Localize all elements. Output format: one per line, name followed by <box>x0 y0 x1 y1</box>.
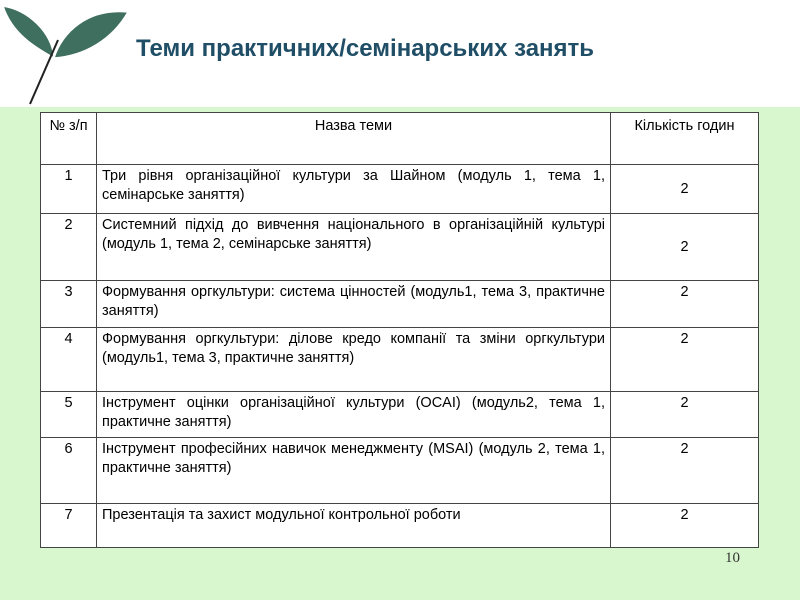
row-number: 4 <box>41 328 97 392</box>
table-row <box>41 392 759 438</box>
row-topic: Формування оргкультури: ділове кредо компанії та зміни оргкультури (модуль1, тема 3, практичне заняття) <box>97 328 611 392</box>
row-topic: Презентація та захист модульної контрольної роботи <box>97 504 611 548</box>
header-number: № з/п <box>41 113 97 165</box>
row-topic: Системний підхід до вивчення національного в організаційній культурі (модуль 1, тема 2, семінарське заняття) <box>97 214 611 281</box>
table-row <box>41 438 759 504</box>
row-topic: Інструмент оцінки організаційної культури (OCAI) (модуль2, тема 1, практичне заняття) <box>97 392 611 438</box>
row-hours: 2 <box>611 392 759 438</box>
row-hours: 2 <box>611 504 759 548</box>
table-row <box>41 281 759 328</box>
table-header-row <box>41 113 759 165</box>
row-number: 3 <box>41 281 97 328</box>
header-hours: Кількість годин <box>611 113 759 165</box>
row-number: 5 <box>41 392 97 438</box>
row-topic: Формування оргкультури: система цінностей (модуль1, тема 3, практичне заняття) <box>97 281 611 328</box>
row-topic: Інструмент професійних навичок менеджменту (MSAI) (модуль 2, тема 1, практичне заняття) <box>97 438 611 504</box>
row-number: 1 <box>41 165 97 214</box>
row-hours: 2 <box>611 214 759 281</box>
row-number: 6 <box>41 438 97 504</box>
header-topic: Назва теми <box>97 113 611 165</box>
row-hours: 2 <box>611 328 759 392</box>
row-topic: Три рівня організаційної культури за Шайном (модуль 1, тема 1, семінарське заняття) <box>97 165 611 214</box>
row-hours: 2 <box>611 438 759 504</box>
table-row <box>41 214 759 281</box>
page-title: Теми практичних/семінарських занять <box>136 35 595 62</box>
row-hours: 2 <box>611 165 759 214</box>
row-number: 7 <box>41 504 97 548</box>
table-row <box>41 504 759 548</box>
table-row <box>41 328 759 392</box>
row-number: 2 <box>41 214 97 281</box>
page-number: 10 <box>725 550 740 566</box>
table-row <box>41 165 759 214</box>
topics-table <box>40 112 759 548</box>
leaf-logo-icon <box>0 0 140 110</box>
row-hours: 2 <box>611 281 759 328</box>
